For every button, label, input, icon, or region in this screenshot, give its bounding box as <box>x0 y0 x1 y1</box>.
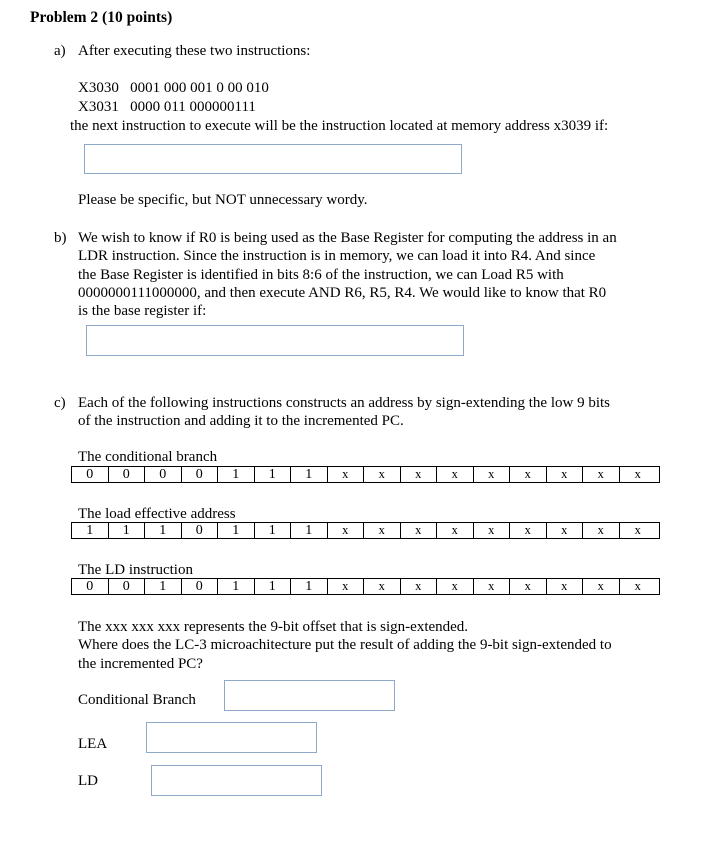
bit-cell: 1 <box>255 467 292 482</box>
part-a-instruction-2: X3031 0000 011 000000111 <box>78 99 256 115</box>
table-caption-br: The conditional branch <box>78 449 218 465</box>
bit-cell: 0 <box>109 579 146 594</box>
problem-title: Problem 2 (10 points) <box>30 9 173 26</box>
bit-cell: x <box>328 523 365 538</box>
bit-cell: 1 <box>145 523 182 538</box>
part-b-line: We wish to know if R0 is being used as the Base Register for computing the address in an <box>78 230 617 246</box>
part-c-intro <box>78 394 610 431</box>
bit-cell: 1 <box>291 523 328 538</box>
part-c-label: c) <box>54 395 66 411</box>
bit-cell: x <box>437 523 474 538</box>
bit-cell: 1 <box>218 467 255 482</box>
part-c-after-line: Where does the LC-3 microachitecture put the result of adding the 9-bit sign-extended to <box>78 637 612 654</box>
part-c-line: Each of the following instructions constructs an address by sign-extending the low 9 bits <box>78 395 610 411</box>
bit-cell: 0 <box>182 467 219 482</box>
bit-cell: 1 <box>291 579 328 594</box>
bit-cell: x <box>474 579 511 594</box>
answer-label-ld: LD <box>78 773 98 789</box>
bit-cell: x <box>437 579 474 594</box>
table-caption-lea: The load effective address <box>78 506 236 522</box>
bit-table-lea <box>71 522 660 539</box>
bit-cell: x <box>401 467 438 482</box>
bit-cell: x <box>474 467 511 482</box>
bit-cell: x <box>364 579 401 594</box>
part-c-after-line: the incremented PC? <box>78 655 203 672</box>
bit-cell: 1 <box>255 523 292 538</box>
bit-cell: x <box>401 523 438 538</box>
part-b-answer-box[interactable] <box>86 325 464 356</box>
bit-cell: x <box>510 523 547 538</box>
answer-label-lea: LEA <box>78 736 108 752</box>
bit-cell: 1 <box>291 467 328 482</box>
bit-cell: x <box>364 523 401 538</box>
bit-cell: x <box>364 467 401 482</box>
bit-cell: x <box>583 579 620 594</box>
part-a-intro: After executing these two instructions: <box>78 43 311 59</box>
part-a-question: the next instruction to execute will be the instruction located at memory address x3039 if: <box>70 118 609 134</box>
bit-table-br <box>71 466 660 483</box>
bit-cell: 0 <box>72 579 109 594</box>
bit-cell: 0 <box>182 579 219 594</box>
bit-cell: x <box>510 579 547 594</box>
bit-cell: 0 <box>182 523 219 538</box>
answer-label-conditional-branch: Conditional Branch <box>78 692 196 708</box>
bit-cell: 1 <box>218 523 255 538</box>
answer-box-ld[interactable] <box>151 765 322 796</box>
part-c-after-line: The xxx xxx xxx represents the 9-bit offset that is sign-extended. <box>78 619 469 635</box>
bit-cell: x <box>634 523 641 537</box>
bit-cell: x <box>583 523 620 538</box>
bit-table-ld <box>71 578 660 595</box>
bit-cell: x <box>401 579 438 594</box>
part-b-paragraph <box>78 229 617 320</box>
answer-box-conditional-branch[interactable] <box>224 680 395 711</box>
part-b-label: b) <box>54 230 67 246</box>
part-a-label: a) <box>54 43 66 59</box>
bit-cell: 1 <box>109 523 146 538</box>
part-a-note: Please be specific, but NOT unnecessary wordy. <box>78 192 368 208</box>
part-c-line: of the instruction and adding it to the incremented PC. <box>78 413 404 430</box>
part-a-instruction-1: X3030 0001 000 001 0 00 010 <box>78 80 269 96</box>
part-b-line: the Base Register is identified in bits 8:6 of the instruction, we can Load R5 with <box>78 266 564 283</box>
bit-cell: 1 <box>218 579 255 594</box>
bit-cell: x <box>474 523 511 538</box>
part-b-line: LDR instruction. Since the instruction is in memory, we can load it into R4. And since <box>78 248 596 265</box>
bit-cell: 1 <box>255 579 292 594</box>
bit-cell: x <box>547 523 584 538</box>
bit-cell: x <box>547 579 584 594</box>
bit-cell: x <box>634 467 641 481</box>
bit-cell: x <box>583 467 620 482</box>
bit-cell: x <box>328 579 365 594</box>
bit-cell: 1 <box>145 579 182 594</box>
part-b-line: 0000000111000000, and then execute AND R6, R5, R4. We would like to know that R0 <box>78 284 607 301</box>
bit-cell: x <box>510 467 547 482</box>
table-caption-ld: The LD instruction <box>78 562 193 578</box>
bit-cell: 0 <box>109 467 146 482</box>
bit-cell: x <box>437 467 474 482</box>
part-b-line: is the base register if: <box>78 303 207 320</box>
bit-cell: 1 <box>72 523 109 538</box>
bit-cell: 0 <box>145 467 182 482</box>
bit-cell: 0 <box>72 467 109 482</box>
part-a-answer-box[interactable] <box>84 144 462 174</box>
bit-cell: x <box>634 579 641 593</box>
bit-cell: x <box>547 467 584 482</box>
bit-cell: x <box>328 467 365 482</box>
answer-box-lea[interactable] <box>146 722 317 753</box>
part-c-question <box>78 618 612 673</box>
